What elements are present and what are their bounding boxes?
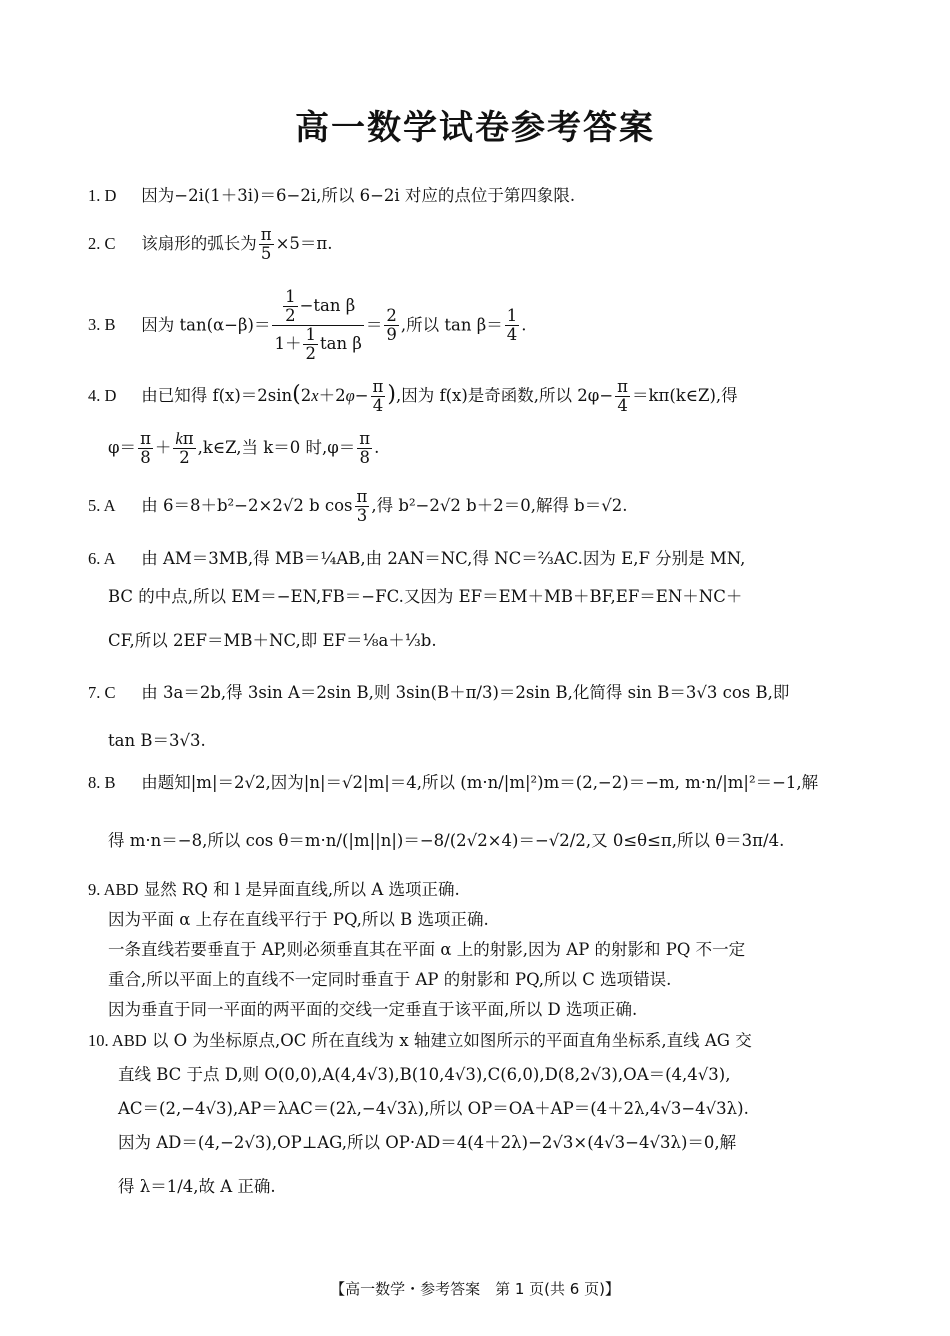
answer-8-line2: 得 m·n＝−8,所以 cos θ＝m·n/(|m||n|)＝−8/(2√2×4)＝−√2/2,又 0≤θ≤π,所以 θ＝3π/4. [108,831,785,850]
answer-10-line5: 得 λ＝1/4,故 A 正确. [118,1177,276,1196]
answer-text-tail: ,得 b²−2√2 b＋2＝0,解得 b＝√2. [371,496,628,516]
answer-number: 3. B [88,315,116,335]
answer-7-line2: tan B＝3√3. [108,731,206,750]
fraction: $\frac{2}{9}$ [386,306,397,345]
answer-9-line3: 一条直线若要垂直于 AP,则必须垂直其在平面 α 上的射影,因为 AP 的射影和 PQ 不一定 [108,940,746,959]
page-title: 高一数学试卷参考答案 [295,108,655,148]
page-footer: 【高一数学・参考答案 第 1 页(共 6 页)】 [330,1280,620,1298]
answer-text: 由已知得 f(x)＝2sin [141,386,293,406]
answer-number: 10. ABD [88,1031,147,1050]
answer-number: 6. A [88,549,116,568]
answer-6 [88,546,868,572]
answer-text: 因为−2i(1＋3i)＝6−2i,所以 6−2i 对应的点位于第四象限. [141,186,576,205]
answer-9 [88,877,868,903]
answer-1 [88,183,868,209]
answer-text: 该扇形的弧长为 [141,234,257,254]
answer-10-line3: AC＝(2,−4√3),AP＝λAC＝(2λ,−4√3λ),所以 OP＝OA＋AP＝(4＋2λ,4√3−4√3λ). [118,1099,749,1118]
answer-3: 3. B 因为 tan(α−β)＝ $\frac{1}{2}$ −tan β 1＋ $\frac{1}{2}$ tan β ＝ $\frac{2}{9}$ ,所以 tan β＝ $\frac{1}{4}$ . [88,287,527,364]
answer-4-line2: φ＝ $\frac{\pi}{8}$ ＋ $\frac{k\pi}{2}$ ,k∈Z,当 k＝0 时,φ＝ $\frac{\pi}{8}$ . [108,429,380,468]
answer-text: φ＝ [108,438,137,458]
compound-fraction: $\frac{1}{2}$ −tan β 1＋ $\frac{1}{2}$ tan β [274,287,362,364]
answer-number: 2. C [88,234,116,254]
answer-8 [88,770,868,796]
answer-2 [88,226,868,263]
answer-number: 1. D [88,186,117,205]
answer-text-2: ,因为 f(x)是奇函数,所以 2φ− [396,386,614,406]
answer-number: 4. D [88,386,117,406]
answer-text-3: ＝kπ(k∈Z),得 [632,386,738,406]
answer-line-1: 由 AM＝3MB,得 MB＝¼AB,由 2AN＝NC,得 NC＝⅔AC.因为 E,F 分别是 MN, [141,549,746,568]
answer-line-1: 以 O 为坐标原点,OC 所在直线为 x 轴建立如图所示的平面直角坐标系,直线 AG 交 [151,1031,752,1050]
answer-10-line2: 直线 BC 于点 D,则 O(0,0),A(4,4√3),B(10,4√3),C(6,0),D(8,2√3),OA＝(4,4√3), [118,1065,731,1084]
answer-10-line4: 因为 AD＝(4,−2√3),OP⊥AG,所以 OP·AD＝4(4＋2λ)−2√3×(4√3−4√3λ)＝0,解 [118,1133,737,1152]
answer-text: 由 6＝8＋b²−2×2√2 b cos [141,496,353,516]
answer-7 [88,680,868,706]
answer-number: 8. B [88,773,116,792]
fraction: $\frac{1}{4}$ [506,306,518,345]
answer-line-1: 由 3a＝2b,得 3sin A＝2sin B,则 3sin(B＋π/3)＝2sin B,化简得 sin B＝3√3 cos B,即 [141,683,790,702]
answer-text: 因为 tan(α−β)＝ [141,315,271,335]
answer-line-1: 由题知|m|＝2√2,因为|n|＝√2|m|＝4,所以 (m·n/|m|²)m＝(2,−2)＝−m, m·n/|m|²＝−1,解 [141,773,819,792]
fraction: $\frac{\pi}{5}$ [260,225,272,264]
answer-number: 7. C [88,683,116,702]
plus: ＋ [154,438,172,458]
answer-6-line2: BC 的中点,所以 EM＝−EN,FB＝−FC.又因为 EF＝EM＋MB＋BF,EF＝EN＋NC＋ [108,587,743,606]
answer-line-1: 显然 RQ 和 l 是异面直线,所以 A 选项正确. [143,880,460,899]
answer-4: 4. D 由已知得 f(x)＝2sin(2x＋2φ− $\frac{\pi}{4}$ ),因为 f(x)是奇函数,所以 2φ− $\frac{\pi}{4}$ ＝kπ(k∈Z),得 [88,377,738,416]
answer-text-tail: ×5＝π. [275,234,333,254]
answer-9-line4: 重合,所以平面上的直线不一定同时垂直于 AP 的射影和 PQ,所以 C 选项错误. [108,970,672,989]
answer-6-line3: CF,所以 2EF＝MB＋NC,即 EF＝⅛a＋⅓b. [108,631,437,650]
answer-10 [88,1028,868,1054]
answer-number: 5. A [88,496,116,516]
answer-9-line5: 因为垂直于同一平面的两平面的交线一定垂直于该平面,所以 D 选项正确. [108,1000,638,1019]
answer-text-tail: ,所以 tan β＝ [400,315,503,335]
answer-text-tail: ,k∈Z,当 k＝0 时,φ＝ [197,438,356,458]
answer-9-line2: 因为平面 α 上存在直线平行于 PQ,所以 B 选项正确. [108,910,489,929]
answer-number: 9. ABD [88,880,139,899]
equals: ＝ [365,315,383,335]
answer-5: 5. A 由 6＝8＋b²−2×2√2 b cos $\frac{\pi}{3}$ ,得 b²−2√2 b＋2＝0,解得 b＝√2. [88,487,628,526]
